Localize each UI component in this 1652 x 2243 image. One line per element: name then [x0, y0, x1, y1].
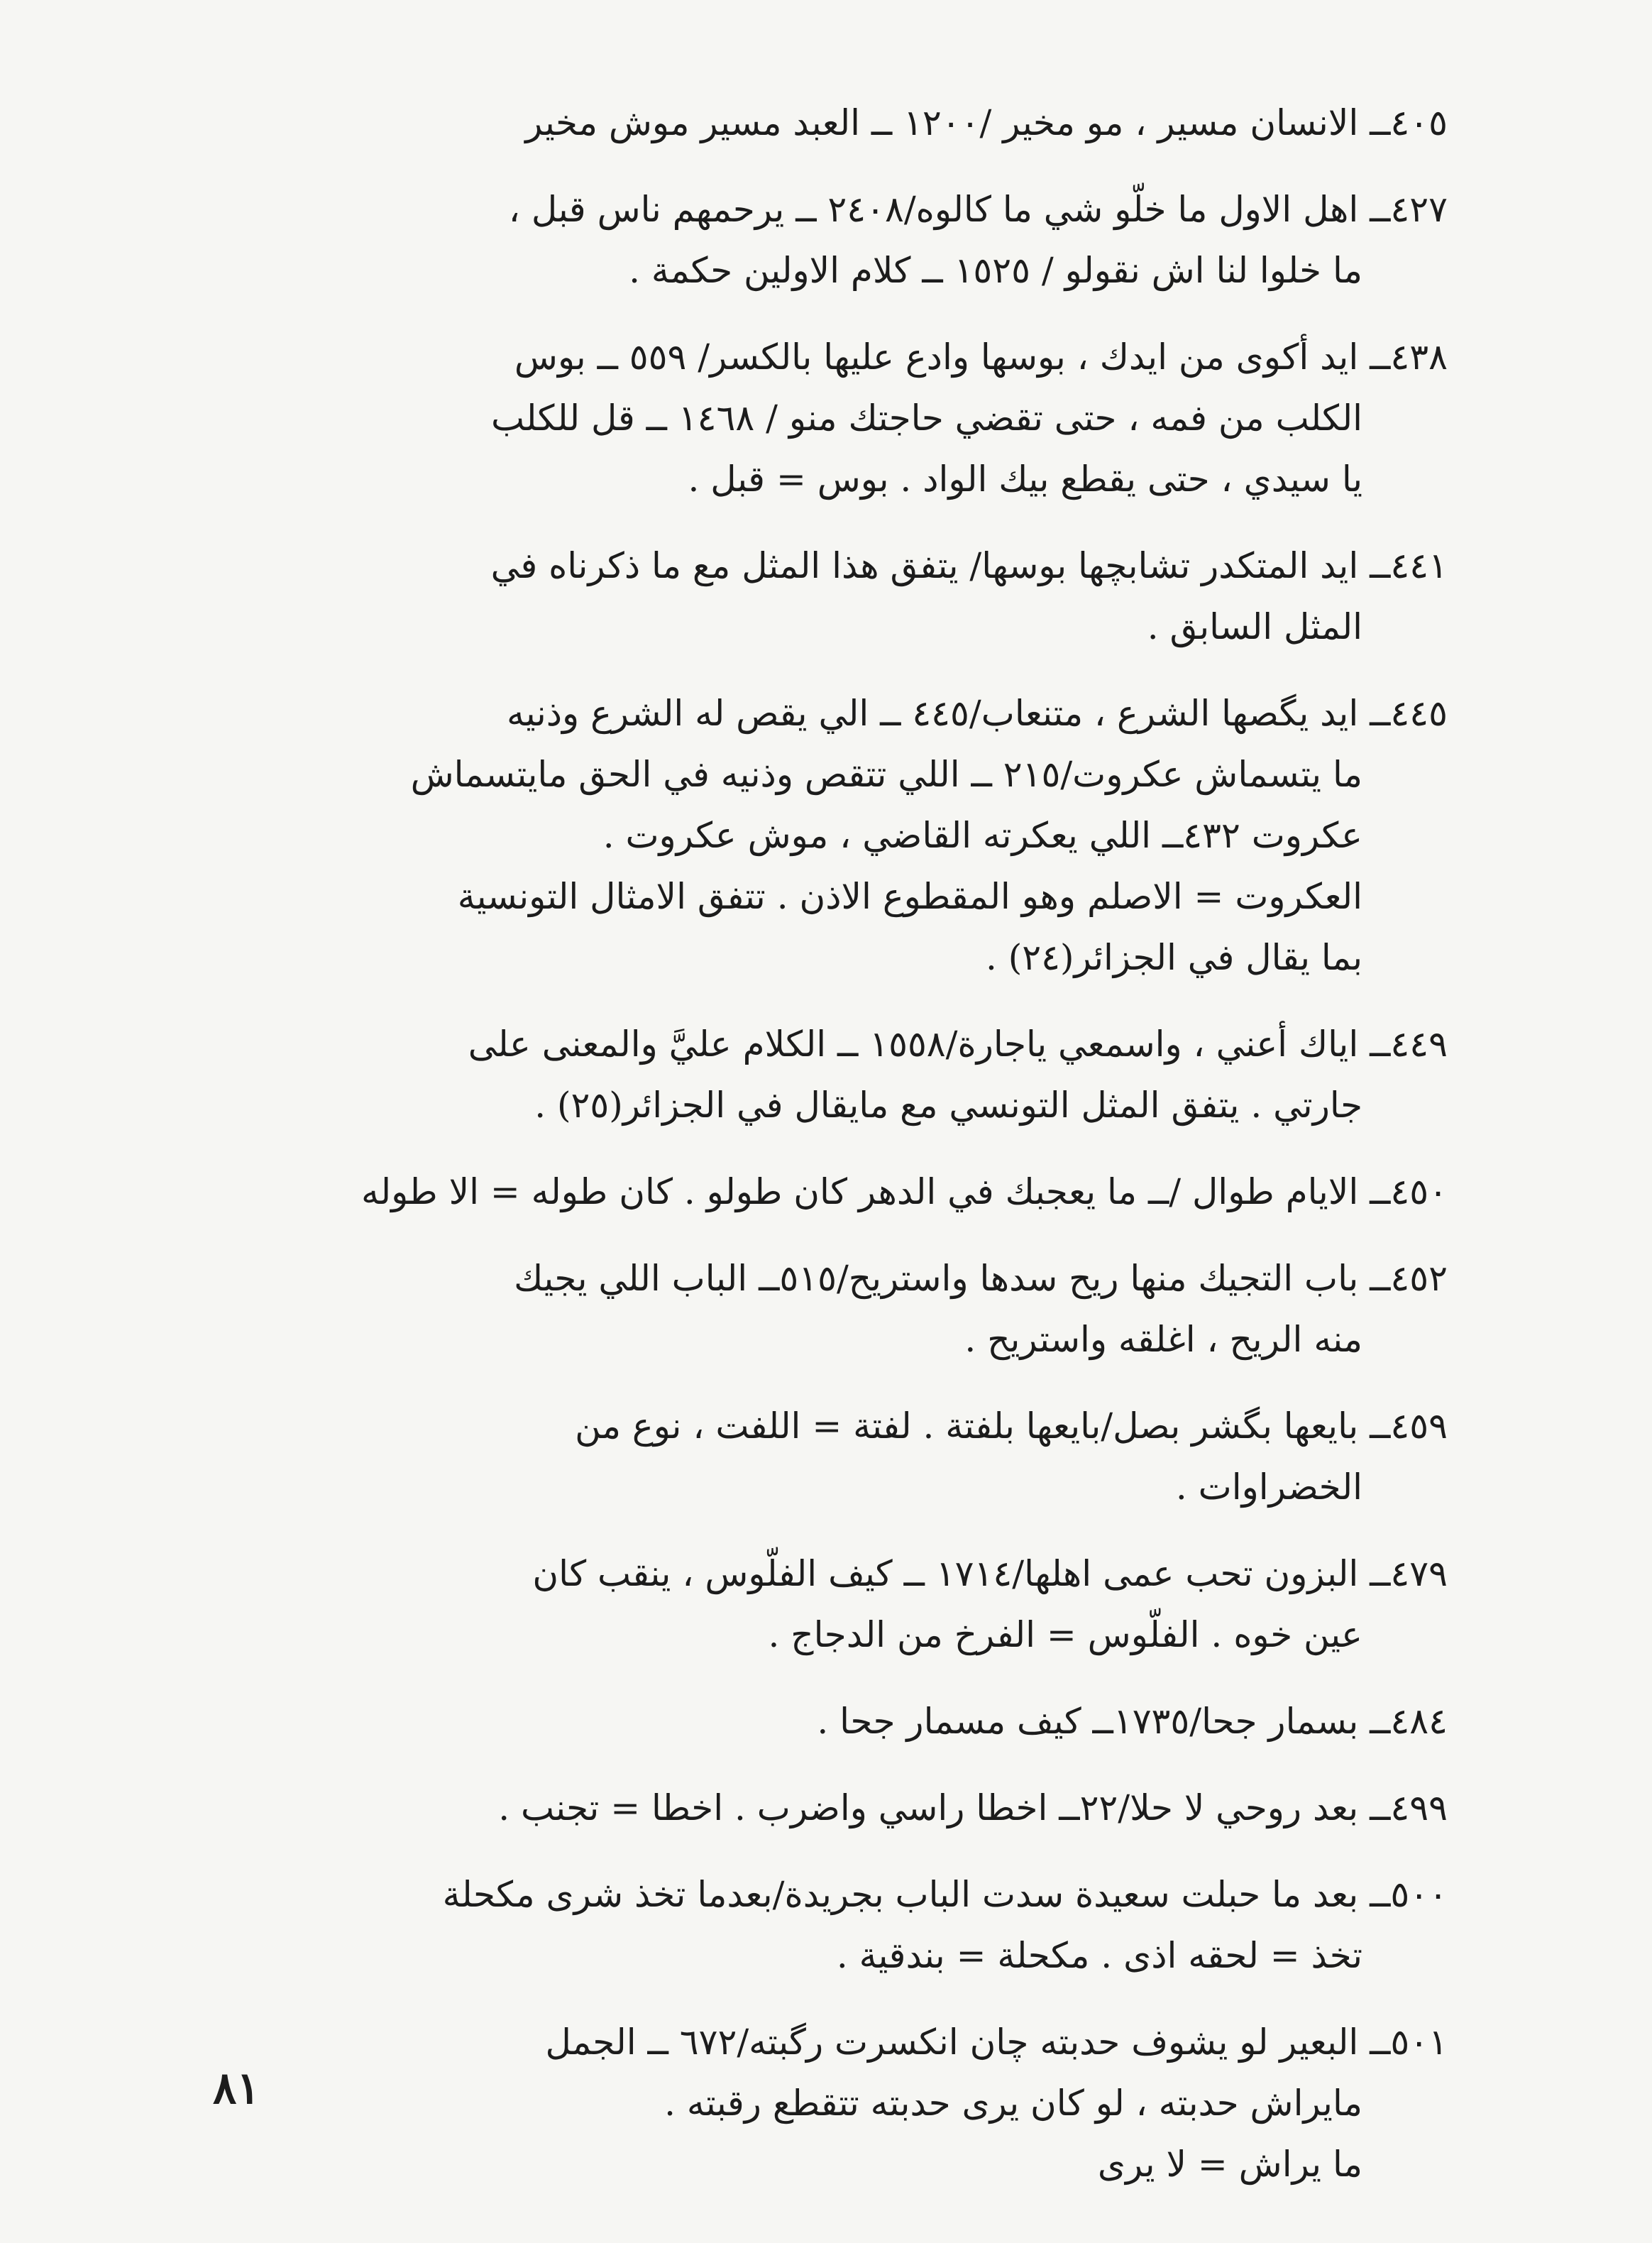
entry-first-line: ٤٢٧ــ اهل الاول ما خلّو شي ما كالوه/٢٤٠٨ ــ يرحمهم ناس قبل ، [508, 189, 1448, 230]
entry-first-line: ٤٨٤ــ بسمار جحا/١٧٣٥ــ كيف مسمار جحا . [817, 1701, 1448, 1742]
entry-first-line: ٤٧٩ــ البزون تحب عمى اهلها/١٧١٤ ــ كيف الفلّوس ، ينقب كان [532, 1553, 1448, 1594]
proverb-entry [213, 683, 1448, 988]
entry-first-line: ٤٤٥ــ ايد يگصها الشرع ، متنعاب/٤٤٥ ــ الي يقص له الشرع وذنيه [506, 693, 1448, 734]
entry-continuation-line: يا سيدي ، حتى يقطع بيك الواد . بوس = قبل . [688, 459, 1362, 500]
page-number: ٨١ [213, 2062, 260, 2114]
entry-continuation-line: عين خوه . الفلّوس = الفرخ من الدجاج . [768, 1614, 1362, 1655]
proverb-entry [213, 1691, 1448, 1752]
proverb-entry [213, 1864, 1448, 1986]
proverb-entry [213, 1543, 1448, 1665]
proverb-entry [213, 179, 1448, 301]
entry-first-line: ٤٥٩ــ بايعها بگشر بصل/بايعها بلفتة . لفتة = اللفت ، نوع من [575, 1405, 1448, 1447]
proverb-entry [213, 2012, 1448, 2195]
entry-continuation-line: بما يقال في الجزائر(٢٤) . [986, 937, 1362, 978]
proverb-entry [213, 1248, 1448, 1370]
entry-continuation-line: منه الريح ، اغلقه واستريح . [964, 1319, 1362, 1360]
entry-first-line: ٥٠٠ــ بعد ما حبلت سعيدة سدت الباب بجريدة/بعدما تخذ شرى مكحلة [442, 1874, 1448, 1915]
proverb-entry [213, 1161, 1448, 1222]
entry-continuation-line: ما يتسماش عكروت/٢١٥ ــ اللي تتقص وذنيه في الحق مايتسماش [410, 754, 1362, 795]
proverb-list [213, 92, 1448, 2220]
entry-continuation-line: ما خلوا لنا اش نقولو / ١٥٢٥ ــ كلام الاولين حكمة . [629, 250, 1362, 291]
entry-first-line: ٤٠٥ــ الانسان مسير ، مو مخير /١٢٠٠ ــ العبد مسير موش مخير [525, 102, 1448, 143]
proverb-entry [213, 92, 1448, 153]
proverb-entry [213, 535, 1448, 657]
entry-continuation-line: المثل السابق . [1147, 606, 1362, 647]
entry-first-line: ٤٣٨ــ ايد أكوى من ايدك ، بوسها وادع عليها بالكسر/ ٥٥٩ ــ بوس [514, 336, 1448, 378]
proverb-entry [213, 1014, 1448, 1136]
entry-continuation-line: ما يراش = لا يرى [1097, 2144, 1362, 2185]
entry-continuation-line: الكلب من فمه ، حتى تقضي حاجتك منو / ١٤٦٨ ــ قل للكلب [491, 397, 1362, 439]
entry-first-line: ٤٥٢ــ باب التجيك منها ريح سدها واستريح/٥١٥ــ الباب اللي يجيك [514, 1258, 1448, 1299]
entry-continuation-line: العكروت = الاصلم وهو المقطوع الاذن . تتفق الامثال التونسية [457, 876, 1362, 917]
proverb-entry [213, 1395, 1448, 1518]
entry-first-line: ٥٠١ــ البعير لو يشوف حدبته چان انكسرت رگبته/٦٧٢ ــ الجمل [545, 2022, 1448, 2063]
proverb-entry [213, 327, 1448, 510]
entry-first-line: ٤٤١ــ ايد المتكدر تشابچها بوسها/ يتفق هذا المثل مع ما ذكرناه في [490, 545, 1448, 586]
entry-continuation-line: عكروت ٤٣٢ــ اللي يعكرته القاضي ، موش عكروت . [602, 815, 1362, 856]
proverb-entry [213, 1777, 1448, 1838]
entry-continuation-line: مايراش حدبته ، لو كان يرى حدبته تتقطع رقبته . [664, 2083, 1362, 2124]
entry-first-line: ٤٤٩ــ اياك أعني ، واسمعي ياجارة/١٥٥٨ ــ الكلام عليَّ والمعنى على [468, 1024, 1448, 1065]
entry-continuation-line: جارتي . يتفق المثل التونسي مع مايقال في الجزائر(٢٥) . [534, 1085, 1362, 1126]
entry-first-line: ٤٩٩ــ بعد روحي لا حلا/٢٢ــ اخطا راسي واضرب . اخطا = تجنب . [498, 1787, 1448, 1828]
entry-continuation-line: تخذ = لحقه اذى . مكحلة = بندقية . [836, 1935, 1362, 1976]
entry-first-line: ٤٥٠ــ الايام طوال /ــ ما يعجبك في الدهر كان طولو . كان طوله = الا طوله [361, 1171, 1448, 1212]
entry-continuation-line: الخضراوات . [1175, 1466, 1362, 1508]
